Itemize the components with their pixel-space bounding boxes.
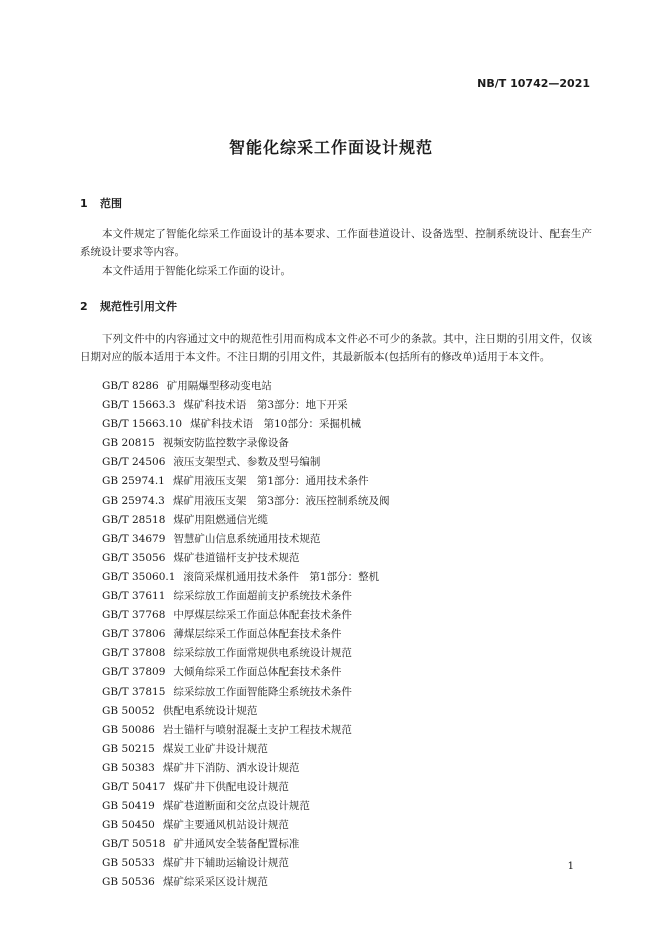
reference-code: GB 25974.3 [102,494,165,507]
reference-item [102,721,390,740]
reference-item [102,835,390,854]
reference-title: 煤矿用液压支架 第1部分：通用技术条件 [172,475,369,488]
reference-title: 煤矿井下供配电设计规范 [173,780,289,793]
reference-title: 煤矿科技术语 第10部分：采掘机械 [190,418,361,431]
reference-item [102,511,390,530]
reference-item [102,606,390,625]
reference-code: GB 50533 [102,857,155,870]
reference-item [102,472,390,491]
reference-code: GB/T 37808 [102,647,166,660]
reference-item [102,873,390,892]
reference-code: GB/T 15663.10 [102,418,183,431]
section-title: 范围 [100,197,122,210]
reference-code: GB 50450 [102,819,155,832]
reference-code: GB 50419 [102,800,155,813]
reference-title: 煤矿巷道锚杆支护技术规范 [173,551,300,564]
reference-title: 煤矿井下辅助运输设计规范 [162,857,289,870]
reference-title: 智慧矿山信息系统通用技术规范 [173,532,321,545]
reference-item [102,644,390,663]
reference-title: 薄煤层综采工作面总体配套技术条件 [173,628,342,641]
reference-title: 煤矿综采采区设计规范 [162,876,268,889]
reference-title: 中厚煤层综采工作面总体配套技术条件 [173,609,352,622]
reference-item [102,759,390,778]
section-number: 2 [80,300,88,313]
scope-paragraph: 本文件规定了智能化综采工作面设计的基本要求、工作面巷道设计、设备选型、控制系统设计、配套生产系统设计要求等内容。 [80,228,592,258]
reference-code: GB/T 37768 [102,609,166,622]
reference-title: 煤矿巷道断面和交岔点设计规范 [162,800,310,813]
references-intro: 下列文件中的内容通过文中的规范性引用而构成本文件必不可少的条款。其中，注日期的引用文件，仅该日期对应的版本适用于本文件。不注日期的引用文件，其最新版本(包括所有的修改单)适用于本文件。 [80,333,592,363]
section-heading-normative-references [80,298,177,314]
reference-code: GB/T 34679 [102,532,166,545]
reference-item [102,778,390,797]
reference-title: 液压支架型式、参数及型号编制 [173,456,321,469]
reference-item [102,568,390,587]
reference-code: GB/T 37809 [102,666,166,679]
reference-item [102,854,390,873]
reference-item [102,587,390,606]
reference-item [102,415,390,434]
standard-code: NB/T 10742—2021 [477,77,590,90]
reference-title: 煤矿井下消防、洒水设计规范 [162,761,300,774]
reference-code: GB/T 50417 [102,780,166,793]
reference-item [102,453,390,472]
reference-item [102,816,390,835]
reference-item [102,625,390,644]
section-heading-scope [80,195,122,211]
reference-code: GB/T 35056 [102,551,166,564]
reference-title: 岩土锚杆与喷射混凝土支护工程技术规范 [162,723,352,736]
section-title: 规范性引用文件 [100,300,177,313]
reference-item [102,702,390,721]
reference-item [102,740,390,759]
reference-title: 煤炭工业矿井设计规范 [162,742,268,755]
reference-code: GB/T 15663.3 [102,399,176,412]
reference-title: 矿井通风安全装备配置标准 [173,838,300,851]
document-title: 智能化综采工作面设计规范 [228,138,433,157]
reference-code: GB/T 28518 [102,513,166,526]
reference-title: 大倾角综采工作面总体配套技术条件 [173,666,342,679]
reference-item [102,377,390,396]
reference-title: 煤矿用阻燃通信光缆 [173,513,268,526]
reference-title: 滚筒采煤机通用技术条件 第1部分：整机 [183,570,380,583]
reference-item [102,549,390,568]
reference-code: GB 50215 [102,742,155,755]
reference-code: GB/T 35060.1 [102,570,176,583]
reference-code: GB 50536 [102,876,155,889]
page-number: 1 [567,861,574,872]
reference-code: GB 50383 [102,761,155,774]
reference-code: GB 50052 [102,704,155,717]
reference-title: 矿用隔爆型移动变电站 [166,380,272,392]
reference-code: GB/T 37806 [102,628,166,641]
scope-applicability: 本文件适用于智能化综采工作面的设计。 [102,265,291,277]
reference-code: GB 20815 [102,437,155,450]
reference-item [102,396,390,415]
reference-item [102,492,390,511]
reference-item [102,683,390,702]
reference-code: GB/T 8286 [102,380,159,392]
reference-item [102,663,390,682]
reference-code: GB/T 37611 [102,590,166,603]
reference-title: 供配电系统设计规范 [162,704,258,717]
reference-code: GB 25974.1 [102,475,165,488]
reference-title: 煤矿主要通风机站设计规范 [162,819,289,832]
reference-code: GB 50086 [102,723,155,736]
reference-title: 综采综放工作面智能降尘系统技术条件 [173,685,352,698]
reference-code: GB/T 24506 [102,456,166,469]
reference-code: GB/T 50518 [102,838,166,851]
reference-title: 视频安防监控数字录像设备 [162,437,289,450]
reference-code: GB/T 37815 [102,685,166,698]
reference-item [102,530,390,549]
reference-title: 综采综放工作面超前支护系统技术条件 [173,590,352,603]
section-number: 1 [80,197,88,210]
reference-title: 综采综放工作面常规供电系统设计规范 [173,647,352,660]
reference-title: 煤矿用液压支架 第3部分：液压控制系统及阀 [172,494,390,507]
reference-title: 煤矿科技术语 第3部分：地下开采 [183,399,348,412]
reference-list [102,377,390,893]
reference-item [102,797,390,816]
reference-item [102,434,390,453]
